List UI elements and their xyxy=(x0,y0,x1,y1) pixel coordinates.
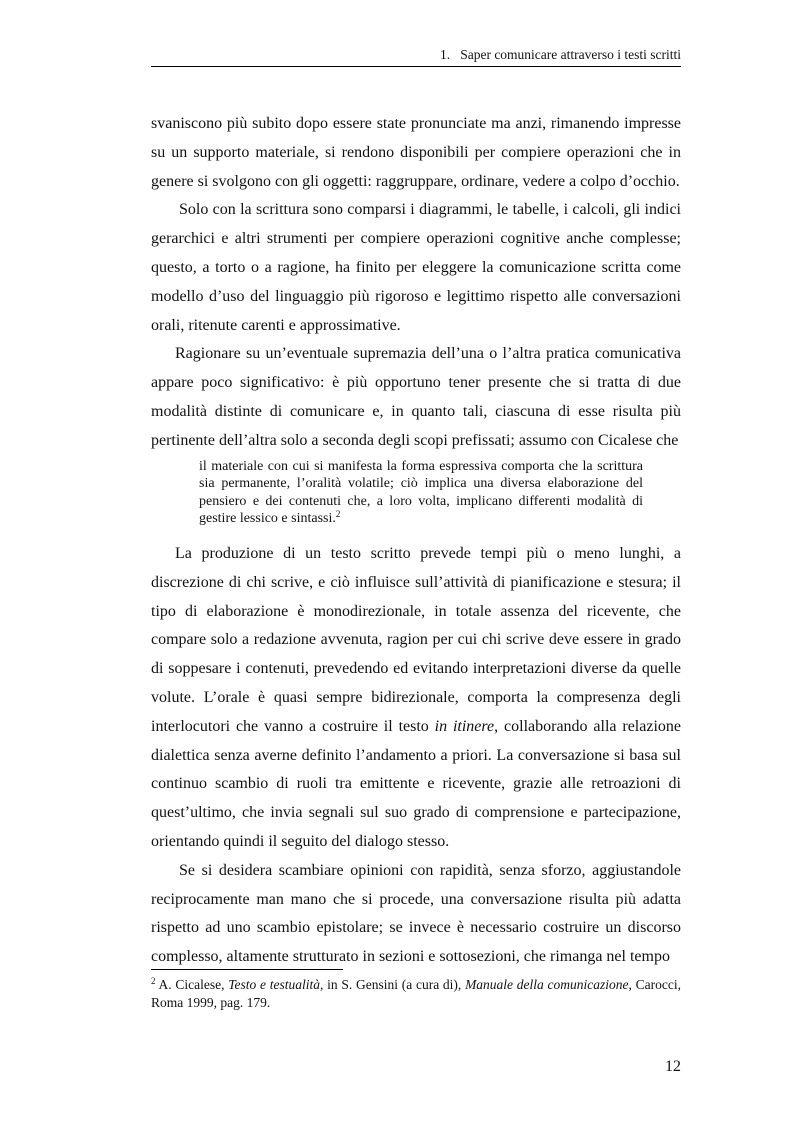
footnote-author: A. Cicalese, xyxy=(158,977,229,992)
paragraph: svaniscono più subito dopo essere state pronunciate ma anzi, rimanendo impresse su un supporto materiale, si rendono disponibili per compiere operazioni che in genere si svolgono con gli oggetti: raggruppare, ordinare, vedere a colpo d’occhio. xyxy=(151,115,681,190)
paragraph-text-after: , collaborando alla relazione dialettica senza averne definito l’andamento a priori. La conversazione si basa sul continuo scambio di ruoli tra emittente e ricevente, grazie alle retroazioni di quest’ultimo, che invia segnali sul suo grado di comprensione e partecipazione, orientando quindi il seguito del dialogo stesso. xyxy=(151,717,682,850)
chapter-title: Saper comunicare attraverso i testi scritti xyxy=(460,47,681,62)
quote-text: il materiale con cui si manifesta la forma espressiva comporta che la scrittura sia permanente, l’oralità volatile; ciò implica una diversa elaborazione del pensiero e dei contenuti che, a loro volta, implicano differenti modalità di gestire lessico e sintassi. xyxy=(199,458,643,527)
footnote-middle: , in S. Gensini (a cura di), xyxy=(319,977,466,992)
paragraph: Solo con la scrittura sono comparsi i diagrammi, le tabelle, i calcoli, gli indici gerarchici e altri strumenti per compiere operazioni cognitive anche complesse; questo, a torto o a ragione, ha finito per eleggere la comunicazione scritta come modello d’uso del linguaggio più rigoroso e legittimo rispetto alle conversazioni orali, ritenute carenti e approssimative. xyxy=(151,201,681,334)
footnote-number: 2 xyxy=(151,976,156,986)
body-text xyxy=(151,110,681,972)
paragraph: Se si desidera scambiare opinioni con rapidità, senza sforzo, aggiustandole reciprocamente man mano che si procede, una conversazione risulta più adatta rispetto ad uno scambio epistolare; se invece è necessario costruire un discorso complesso, altamente strutturato in sezioni e sottosezioni, che rimanga nel tempo xyxy=(151,861,681,966)
footnote-end: , Carocci, Roma 1999, pag. 179. xyxy=(151,977,682,1010)
footnote-divider xyxy=(151,969,343,970)
footnote-book: Manuale della comunicazione xyxy=(465,977,629,992)
header-divider xyxy=(151,66,681,67)
paragraph xyxy=(151,540,681,857)
running-header xyxy=(151,47,681,63)
footnote xyxy=(151,976,681,1012)
paragraph-text-before: La produzione di un testo scritto prevede tempi più o meno lunghi, a discrezione di chi scrive, e ciò influisce sull’attività di pianificazione e stesura; il tipo di elaborazione è monodirezionale, in totale assenza del ricevente, che compare solo a redazione avvenuta, ragion per cui chi scrive deve essere in grado di soppesare i contenuti, prevedendo ed evitando interpretazioni diverse da quelle volute. L’orale è quasi sempre bidirezionale, comporta la compresenza degli interlocutori che vanno a costruire il testo xyxy=(151,544,681,735)
italic-phrase: in itinere xyxy=(434,717,495,735)
footnote-reference: 2 xyxy=(335,509,341,520)
page-number: 12 xyxy=(665,1058,681,1075)
block-quote xyxy=(199,458,643,528)
footnote-title: Testo e testualità xyxy=(228,977,320,992)
chapter-number: 1. xyxy=(439,47,451,62)
paragraph: Ragionare su un’eventuale supremazia dell’una o l’altra pratica comunicativa appare poco significativo: è più opportuno tener presente che si tratta di due modalità distinte di comunicare e, in quanto tali, ciascuna di esse risulta più pertinente dell’altra solo a seconda degli scopi prefissati; assumo con Cicalese che xyxy=(151,345,681,449)
